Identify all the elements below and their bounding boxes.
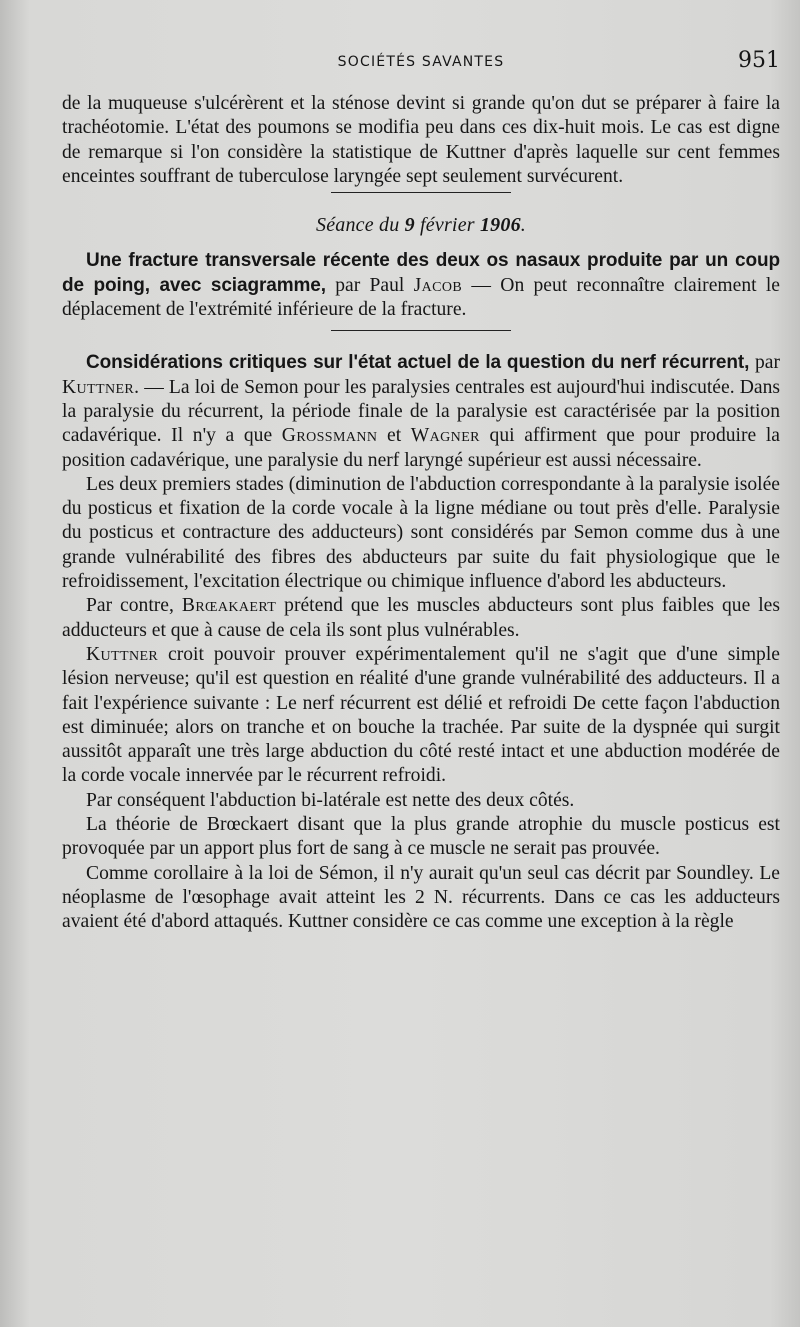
article-1-by: par Paul	[325, 274, 414, 296]
page-number: 951	[738, 48, 780, 73]
author-kuttner: Kuttner	[86, 643, 159, 665]
article-1-author: Jacob	[413, 274, 463, 296]
author-grossmann: Grossmann	[281, 425, 378, 447]
author-broeckaert: Brœakaert	[181, 595, 277, 617]
intro-paragraph: de la muqueuse s'ulcérèrent et la sténose devint si grande qu'on dut se préparer à faire la trachéotomie. L'état des poumons se modifia peu dans ces dix-huit mois. Le cas est digne de remarque si l'on considère la statistique de Kuttner d'après laquelle sur cent femmes enceintes souffrant de tuberculose laryngée sept seulement survécurent.	[62, 93, 780, 187]
running-title: SOCIÉTÉS SAVANTES	[337, 54, 505, 70]
seance-heading	[62, 213, 780, 237]
section-divider-2	[331, 330, 511, 331]
article-2-paragraph-6: La théorie de Brœckaert disant que la plus grande atrophie du muscle posticus est provoquée par un apport plus fort de sang à ce muscle ne serait pas prouvée.	[62, 814, 780, 860]
article-2-p3-a: Par contre,	[86, 595, 182, 617]
seance-prefix: Séance du	[316, 214, 405, 237]
article-2-p1-c: qui affirment que pour produire la position cadavérique, une paralysie du nerf laryngé supérieur est aussi nécessaire.	[62, 425, 780, 471]
article-2-by: par	[749, 352, 781, 374]
article-2-title: Considérations critiques sur l'état actuel de la question du nerf récurrent,	[86, 352, 750, 374]
section-divider	[331, 192, 511, 193]
article-2-paragraph-1	[62, 351, 780, 472]
article-2-author: Kuttner	[62, 376, 135, 398]
article-2-p4: croit pouvoir prouver expérimentalement qu'il ne s'agit que d'une simple lésion nerveuse; qu'il est question en réalité d'une grande vulnérabilité des adducteurs. Il a fait l'expérience suivante : Le nerf récurrent est délié et refroidi De cette façon l'abduction est diminuée; alors on tranche et on bouche la trachée. Par suite de la dyspnée qui surgit aussitôt apparaît une très large abduction du côté resté intact et une abduction modérée de la corde vocale innervée par le récurrent refroidi.	[62, 643, 780, 787]
author-wagner: Wagner	[410, 425, 480, 447]
article-1-paragraph	[62, 249, 780, 322]
article-2-paragraph-5: Par conséquent l'abduction bi-latérale est nette des deux côtés.	[86, 789, 575, 811]
article-2-p3-b: prétend que les muscles abducteurs sont plus faibles que les adducteurs et que à cause de cela ils sont plus vulnérables.	[62, 595, 780, 641]
body-text	[62, 92, 780, 935]
article-2-paragraph-7: Comme corollaire à la loi de Sémon, il n'y aurait qu'un seul cas décrit par Soundley. Le néoplasme de l'œsophage avait atteint les 2 N. récurrents. Dans ce cas les adducteurs avaient été d'abord attaqués. Kuttner considère ce cas comme une exception à la règle	[62, 862, 780, 933]
article-2-p1-b: et	[377, 425, 411, 447]
page-header	[62, 48, 780, 82]
seance-suffix: .	[520, 214, 526, 237]
article-2-paragraph-4	[62, 643, 780, 789]
article-1-text: — On peut reconnaître clairement le déplacement de l'extrémité inférieure de la fracture.	[62, 274, 780, 321]
seance-day: 9	[404, 214, 415, 237]
article-2-paragraph-3	[62, 594, 780, 643]
article-2-paragraph-2: Les deux premiers stades (diminution de l'abduction correspondante à la paralysie isolée du posticus et fixation de la corde vocale à la ligne médiane ou tout près d'elle. Paralysie du posticus et contracture des adducteurs) sont considérés par Semon comme dus à une grande vulnérabilité des fibres des abducteurs par suite du fait physiologique que le refroidissement, l'excitation électrique ou chimique influence d'abord les abducteurs.	[62, 473, 780, 593]
seance-month: février	[414, 214, 480, 237]
article-1-title: Une fracture transversale récente des deux os nasaux produite par un coup de poing, avec sciagramme,	[62, 250, 780, 296]
article-2-p1-a: . — La loi de Semon pour les paralysies centrales est aujourd'hui indiscutée. Dans la paralysie du récurrent, la période finale de la paralysie est caractérisée par la position cadavérique. Il n'y a que	[62, 376, 780, 447]
seance-year: 1906	[479, 214, 521, 237]
